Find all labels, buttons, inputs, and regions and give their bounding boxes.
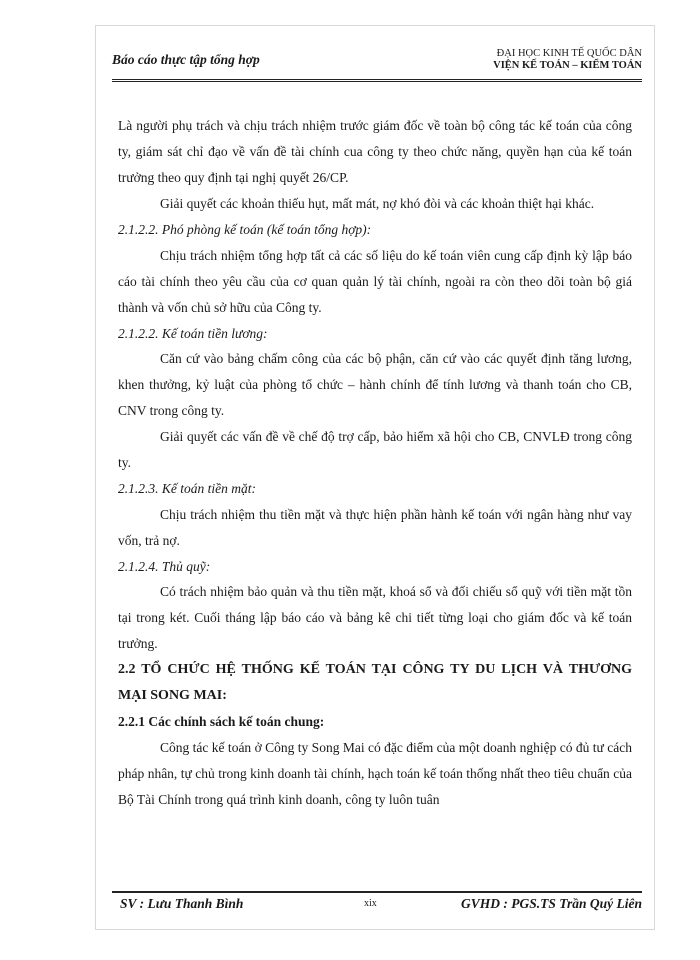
- paragraph: Chịu trách nhiệm thu tiền mặt và thực hiện phần hành kế toán với ngân hàng như vay vốn, trả nợ.: [118, 506, 632, 548]
- page-header: [112, 48, 642, 78]
- institution: [493, 48, 642, 72]
- paragraph: Giải quyết các vấn đề về chế độ trợ cấp, bảo hiểm xã hội cho CB, CNVLĐ trong công ty.: [118, 429, 632, 470]
- paragraph: Giải quyết các khoản thiếu hụt, mất mát, nợ khó đòi và các khoản thiệt hại khác.: [160, 196, 595, 211]
- page-footer: [112, 896, 642, 916]
- paragraph: Có trách nhiệm bảo quản và thu tiền mặt, khoá sổ và đối chiếu sổ quỹ với tiền mặt tồn tại trong két. Cuối tháng lập báo cáo và bảng kê chi tiết từng loại cho giám đốc và kế toán trưởng.: [118, 584, 632, 651]
- student-name: SV : Lưu Thanh Bình: [120, 896, 244, 911]
- paragraph: Là người phụ trách và chịu trách nhiệm trước giám đốc về toàn bộ công tác kế toán của công ty, giám sát chỉ đạo về vấn đề tài chính cua công ty theo chức năng, quyền hạn của kế toán trưởng theo quy định tại nghị quyết 26/CP.: [118, 118, 632, 185]
- report-title: Báo cáo thực tập tổng hợp: [112, 52, 260, 67]
- advisor-name: GVHD : PGS.TS Trần Quý Liên: [460, 896, 642, 911]
- university-name: ĐẠI HỌC KINH TẾ QUỐC DÂN: [496, 48, 642, 59]
- paragraph: Công tác kế toán ở Công ty Song Mai có đặc điểm của một doanh nghiệp có đủ tư cách pháp nhân, tự chủ trong kinh doanh tài chính, hạch toán kế toán thống nhất theo tiêu chuẩn của Bộ Tài Chính trong quá trình kinh doanh, công ty luôn tuân: [118, 740, 632, 807]
- section-heading: 2.2 TỔ CHỨC HỆ THỐNG KẾ TOÁN TẠI CÔNG TY DU LỊCH VÀ THƯƠNG MẠI SONG MAI:: [118, 662, 632, 703]
- page-number: xix: [364, 898, 377, 909]
- subsection-heading: 2.1.2.2. Phó phòng kế toán (kế toán tổng hợp):: [118, 222, 372, 237]
- section-subheading: 2.2.1 Các chính sách kế toán chung:: [118, 714, 325, 729]
- paragraph: Căn cứ vào bảng chấm công của các bộ phận, căn cứ vào các quyết định tăng lương, khen thưởng, kỷ luật của phòng tổ chức – hành chính để tính lương và thanh toán cho CB, CNV trong công ty.: [118, 351, 632, 418]
- paragraph: Chịu trách nhiệm tổng hợp tất cả các số liệu do kế toán viên cung cấp định kỳ lập báo cáo tài chính theo yêu cầu của cơ quan quản lý tài chính, ngoài ra còn theo dõi toàn bộ giá thành và vốn chủ sở hữu của Công ty.: [118, 247, 632, 315]
- subsection-heading: 2.1.2.2. Kế toán tiền lương:: [118, 325, 268, 341]
- footer-rule: [112, 891, 642, 893]
- header-rule: [112, 79, 642, 82]
- institute-name: VIỆN KẾ TOÁN – KIỂM TOÁN: [493, 60, 642, 71]
- document-body: [118, 113, 632, 813]
- subsection-heading: 2.1.2.4. Thủ quỹ:: [118, 558, 211, 574]
- subsection-heading: 2.1.2.3. Kế toán tiền mặt:: [118, 481, 256, 496]
